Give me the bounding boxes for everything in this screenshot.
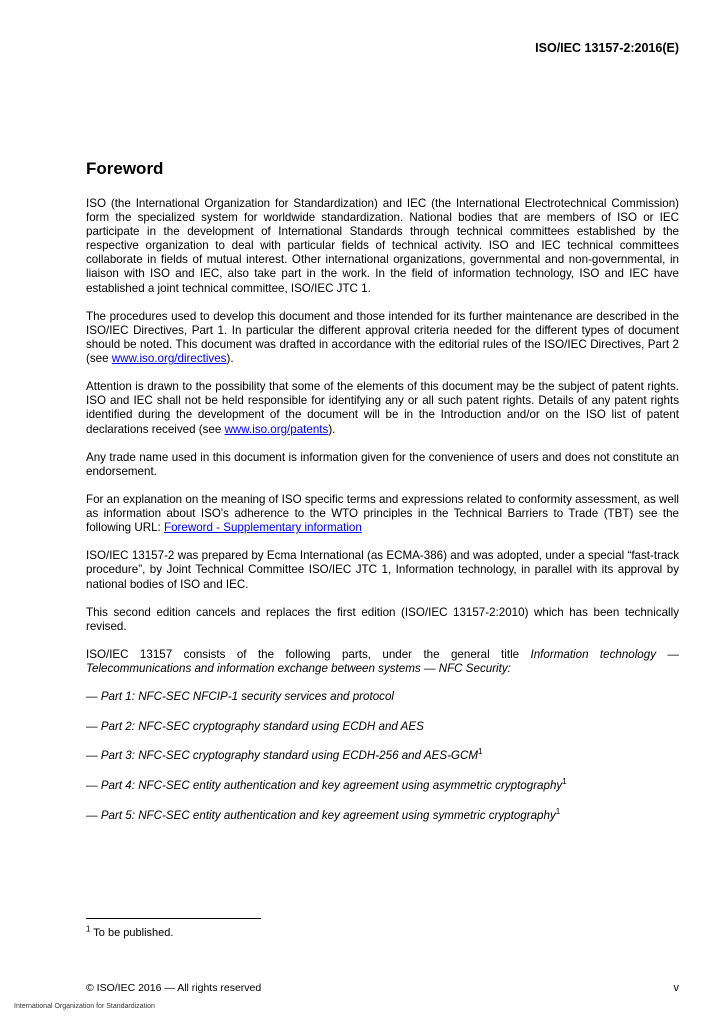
- part-text: — Part 2: NFC-SEC cryptography standard using ECDH and AES: [86, 719, 424, 733]
- foreword-body: [86, 197, 679, 838]
- part-item: [86, 779, 679, 793]
- supplementary-info-link[interactable]: Foreword - Supplementary information: [163, 521, 362, 535]
- directives-link[interactable]: www.iso.org/directives: [111, 352, 227, 366]
- part-item: [86, 720, 679, 734]
- page-title: Foreword: [86, 159, 164, 178]
- part-text: — Part 5: NFC-SEC entity authentication and key agreement using symmetric cryptography: [86, 808, 556, 822]
- paragraph-iso-iec: ISO (the International Organization for Standardization) and IEC (the International Electrotechnical Commission) form the specialized system for worldwide standardization. National bodies that are members of ISO or IEC participate in the development of International Standards through technical committees established by the respective organization to deal with particular fields of technical activity. ISO and IEC technical committees collaborate in fields of mutual interest. Other international organizations, governmental and non-governmental, in liaison with ISO and IEC, also take part in the work. In the field of information technology, ISO and IEC have established a joint technical committee, ISO/IEC JTC 1.: [86, 197, 679, 295]
- paragraph-edition: This second edition cancels and replaces the first edition (ISO/IEC 13157-2:2010) which has been technically revised.: [86, 605, 679, 633]
- footnote-divider: [86, 918, 261, 919]
- text: ISO/IEC 13157 consists of the following parts, under the general title: [86, 648, 531, 661]
- part-item: [86, 690, 679, 704]
- text: ).: [328, 422, 336, 436]
- text: For an explanation on the meaning of ISO specific terms and expressions related to conformity assessment, as well as information about ISO's adherence to the WTO principles in the Technical Barriers to Trade (TBT) see the following URL:: [86, 492, 679, 535]
- document-id-header: ISO/IEC 13157-2:2016(E): [535, 41, 679, 55]
- part-item: [86, 806, 679, 823]
- general-title: Information technology — Telecommunications and information exchange between systems — NFC Security:: [86, 648, 679, 676]
- part-text: — Part 4: NFC-SEC entity authentication and key agreement using asymmetric cryptography: [86, 779, 563, 793]
- text: The procedures used to develop this document and those intended for its further maintenance are described in the ISO/IEC Directives, Part 1. In particular the different approval criteria needed for the different types of document should be noted. This document was drafted in accordance with the editorial rules of the ISO/IEC Directives, Part 2 (see: [86, 309, 679, 366]
- part-text: — Part 3: NFC-SEC cryptography standard using ECDH-256 and AES-GCM: [86, 749, 478, 763]
- footnote: [86, 924, 174, 939]
- copyright-footer: © ISO/IEC 2016 — All rights reserved: [86, 982, 262, 994]
- footnote-ref: 1: [477, 747, 483, 757]
- page-number: v: [673, 982, 679, 994]
- paragraph-trade-name: Any trade name used in this document is information given for the convenience of users and does not constitute an endorsement.: [86, 450, 679, 478]
- paragraph-procedures: [86, 310, 679, 366]
- footnote-ref: 1: [562, 777, 567, 787]
- patents-link[interactable]: www.iso.org/patents: [224, 422, 329, 436]
- text: Attention is drawn to the possibility that some of the elements of this document may be the subject of patent rights. ISO and IEC shall not be held responsible for identifying any or all such patent rights. Details of any patent rights identified during the development of the document will be in the Introduction and/or on the ISO list of patent declarations received (see: [86, 380, 679, 436]
- footnote-text: To be published.: [90, 927, 174, 939]
- paragraph-patents: [86, 380, 679, 436]
- footnote-ref: 1: [555, 806, 561, 816]
- watermark-text: International Organization for Standardization: [14, 1003, 155, 1010]
- paragraph-prepared-by: ISO/IEC 13157-2 was prepared by Ecma International (as ECMA-386) and was adopted, under a special “fast-track procedure”, by Joint Technical Committee ISO/IEC JTC 1, Information technology, in parallel with its approval by national bodies of ISO and IEC.: [86, 549, 679, 591]
- part-text: — Part 1: NFC-SEC NFCIP-1 security services and protocol: [86, 690, 394, 704]
- paragraph-parts-intro: [86, 648, 679, 676]
- part-item: [86, 749, 679, 763]
- text: ).: [226, 352, 234, 366]
- paragraph-conformity: [86, 493, 679, 535]
- footnote-mark: 1: [86, 924, 91, 934]
